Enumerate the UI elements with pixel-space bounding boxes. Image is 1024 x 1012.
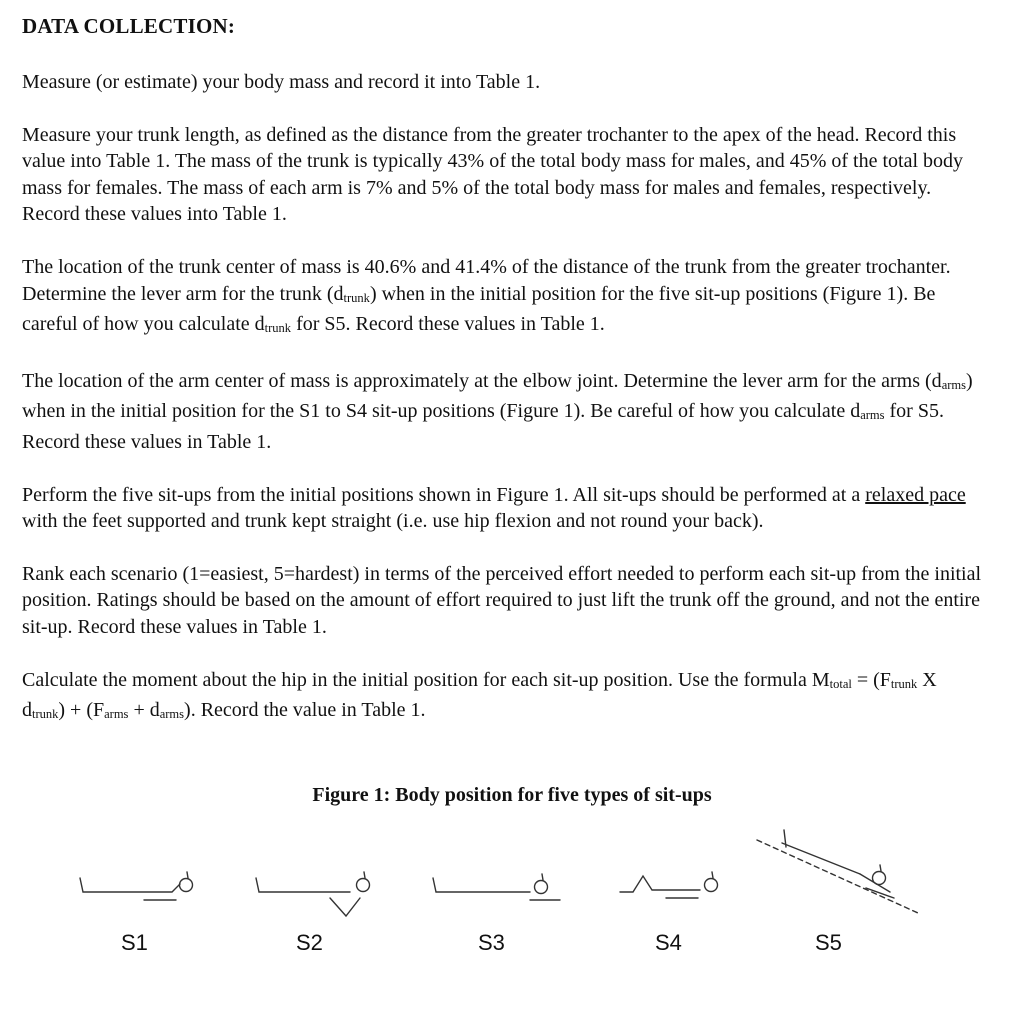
paragraph-arm-center-of-mass: The location of the arm center of mass is approximately at the elbow joint. Determine the lever arm for the arms $(d_{arms})$ when in the initial position for the S1 to S4 sit-up positions (Figure 1). Be careful of how you calculate $d_{arms}$ for S5. Record these values in Table 1. <box>22 369 973 453</box>
figure-label-s3: S3 <box>478 930 505 955</box>
document-body <box>22 14 982 754</box>
situp-s2-drawing <box>256 872 370 916</box>
situp-s3-drawing <box>433 874 560 900</box>
paragraph-body-mass: Measure (or estimate) your body mass and record it into Table 1. <box>22 71 541 93</box>
figure-caption: Figure 1: Body position for five types of sit-ups <box>312 784 712 806</box>
situp-figure <box>0 820 1024 1010</box>
figure-label-s2: S2 <box>296 930 323 955</box>
figure-label-s5: S5 <box>815 930 842 955</box>
paragraph-trunk-center-of-mass: The location of the trunk center of mass is 40.6% and 41.4% of the distance of the trunk from the greater trochanter. Determine the lever arm for the trunk $(d_{trunk})$ when in the initial position for the five sit-up positions (Figure 1). Be careful of how you calculate $d_{trunk}$ for S5. Record these values in Table 1. <box>22 255 951 336</box>
section-heading: DATA COLLECTION: <box>22 14 236 38</box>
situp-s1-drawing <box>80 872 193 900</box>
paragraph-moment-formula: Calculate the moment about the hip in the initial position for each sit-up position. Use the formula $M_{total} = (F_{trunk}$ X $d_{trunk}) + (F_{arms} + d_{arms})$. Record the value in Table 1. <box>22 668 937 722</box>
paragraph-perform-situps: Perform the five sit-ups from the initial positions shown in Figure 1. All sit-ups should be performed at a relaxed pace with the feet supported and trunk kept straight (i.e. use hip flexion and not round your back). <box>22 483 966 533</box>
situp-diagram <box>0 820 1024 1010</box>
paragraph-trunk-length: Measure your trunk length, as defined as the distance from the greater trochanter to the apex of the head. Record this value into Table 1. The mass of the trunk is typically 43% of the total body mass for males, and 45% of the total body mass for females. The mass of each arm is 7% and 5% of the total body mass for males and females, respectively. Record these values into Table 1. <box>22 123 964 226</box>
situp-s4-drawing <box>620 872 718 898</box>
situp-s5-drawing <box>757 830 918 913</box>
paragraph-rank-effort: Rank each scenario (1=easiest, 5=hardest) in terms of the perceived effort needed to perform each sit-up from the initial position. Ratings should be based on the amount of effort required to just lift the trunk off the ground, and not the entire sit-up. Record these values in Table 1. <box>22 562 982 638</box>
figure-label-s1: S1 <box>121 930 148 955</box>
figure-label-s4: S4 <box>655 930 682 955</box>
